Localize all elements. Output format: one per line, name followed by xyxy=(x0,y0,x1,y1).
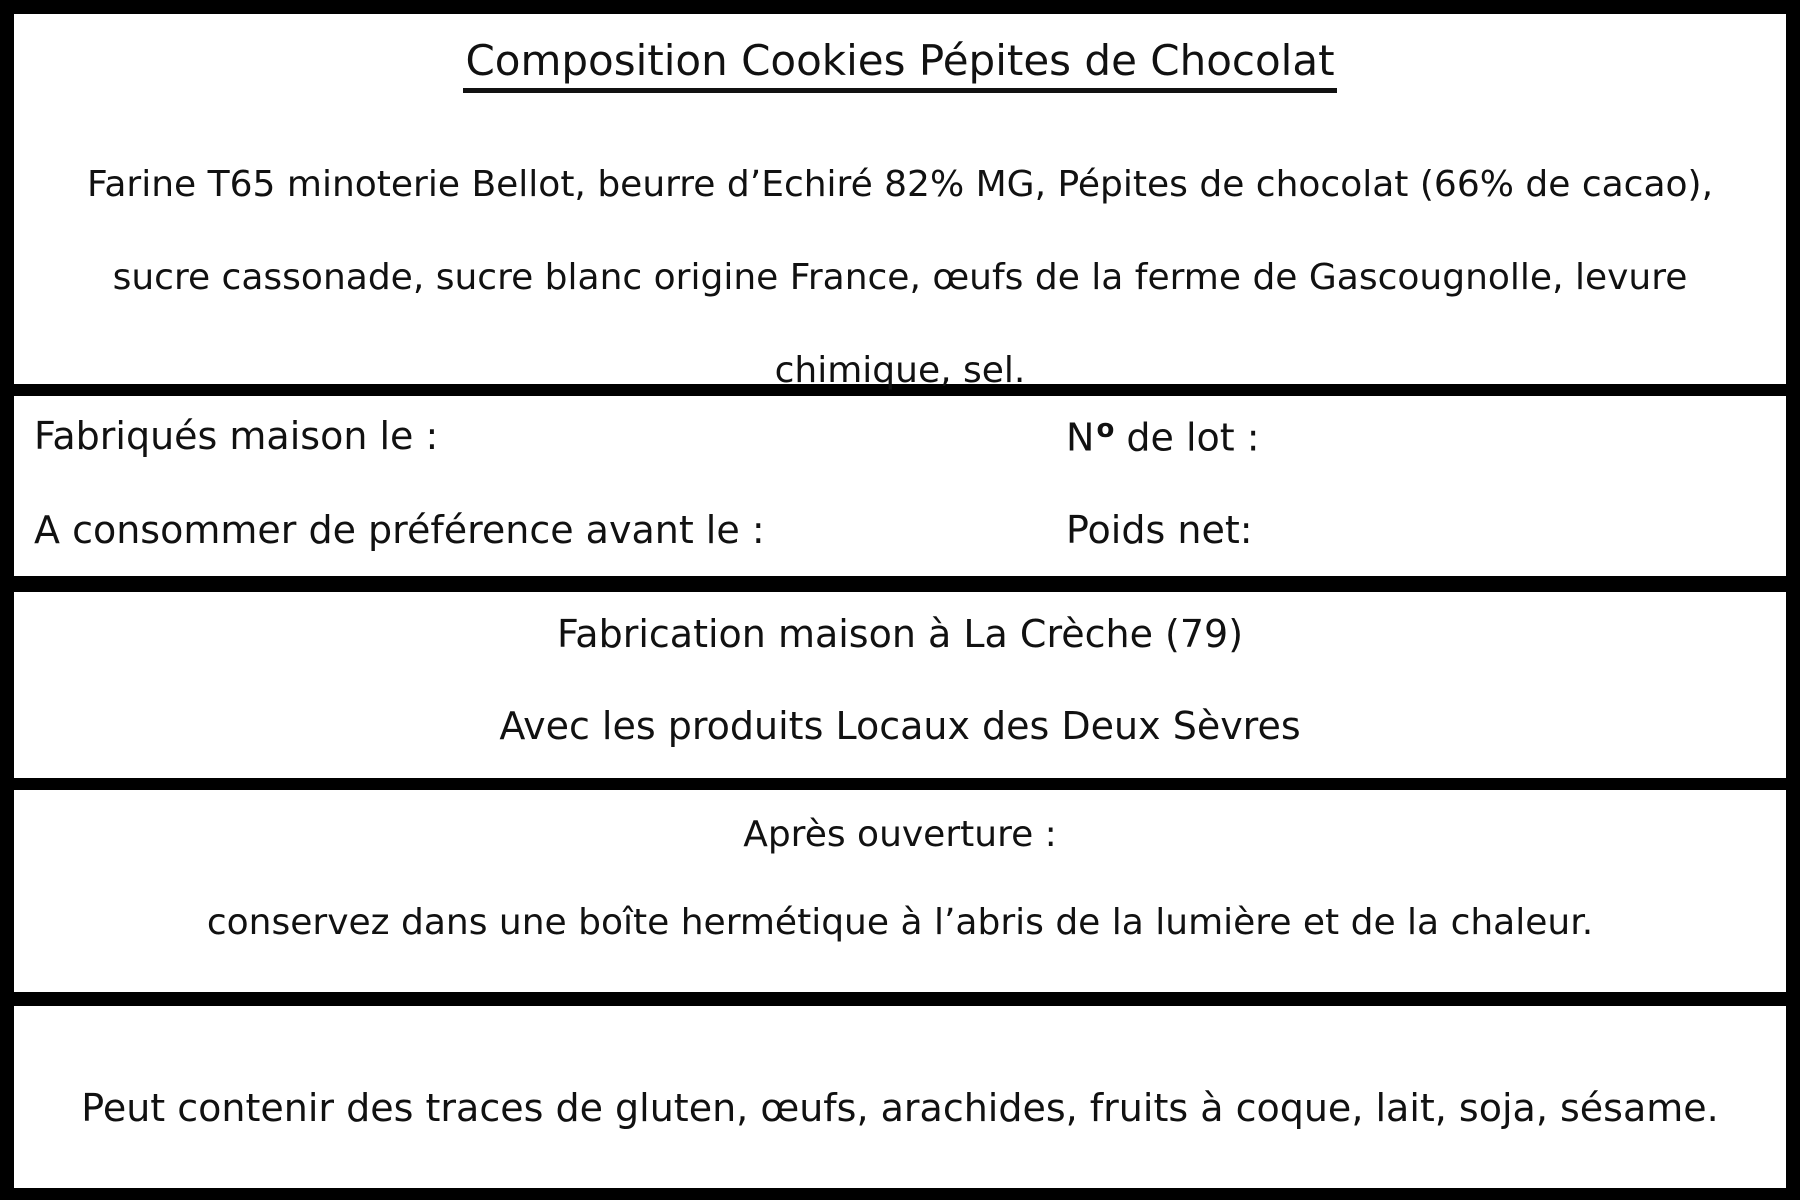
origin-line-1: Fabrication maison à La Crèche (79) xyxy=(556,612,1244,656)
storage-panel xyxy=(14,790,1786,992)
storage-line-1: Après ouverture : xyxy=(743,814,1057,855)
lot-number-label xyxy=(1066,414,1260,460)
lot-number-suffix: de lot : xyxy=(1126,415,1260,460)
origin-line-2: Avec les produits Locaux des Deux Sèvres xyxy=(499,704,1301,748)
degree-symbol-icon: o xyxy=(1096,414,1115,444)
production-info-panel xyxy=(14,396,1786,576)
storage-line-2: conservez dans une boîte hermétique à l’abris de la lumière et de la chaleur. xyxy=(206,902,1594,943)
allergens-text: Peut contenir des traces de gluten, œufs, arachides, fruits à coque, lait, soja, sésame. xyxy=(81,1086,1719,1130)
lot-number-prefix: N xyxy=(1066,415,1095,460)
net-weight-label: Poids net: xyxy=(1066,508,1253,552)
best-before-label: A consommer de préférence avant le : xyxy=(34,508,765,552)
composition-title xyxy=(14,36,1786,93)
composition-title-text: Composition Cookies Pépites de Chocolat xyxy=(463,38,1336,93)
ingredients-text: Farine T65 minoterie Bellot, beurre d’Echiré 82% MG, Pépites de chocolat (66% de cacao), sucre cassonade, sucre blanc origine France, œufs de la ferme de Gascougnolle, levure chimique, sel. xyxy=(86,164,1714,391)
made-on-label: Fabriqués maison le : xyxy=(34,414,439,458)
allergens-panel xyxy=(14,1006,1786,1188)
origin-panel xyxy=(14,592,1786,778)
composition-panel xyxy=(14,14,1786,391)
